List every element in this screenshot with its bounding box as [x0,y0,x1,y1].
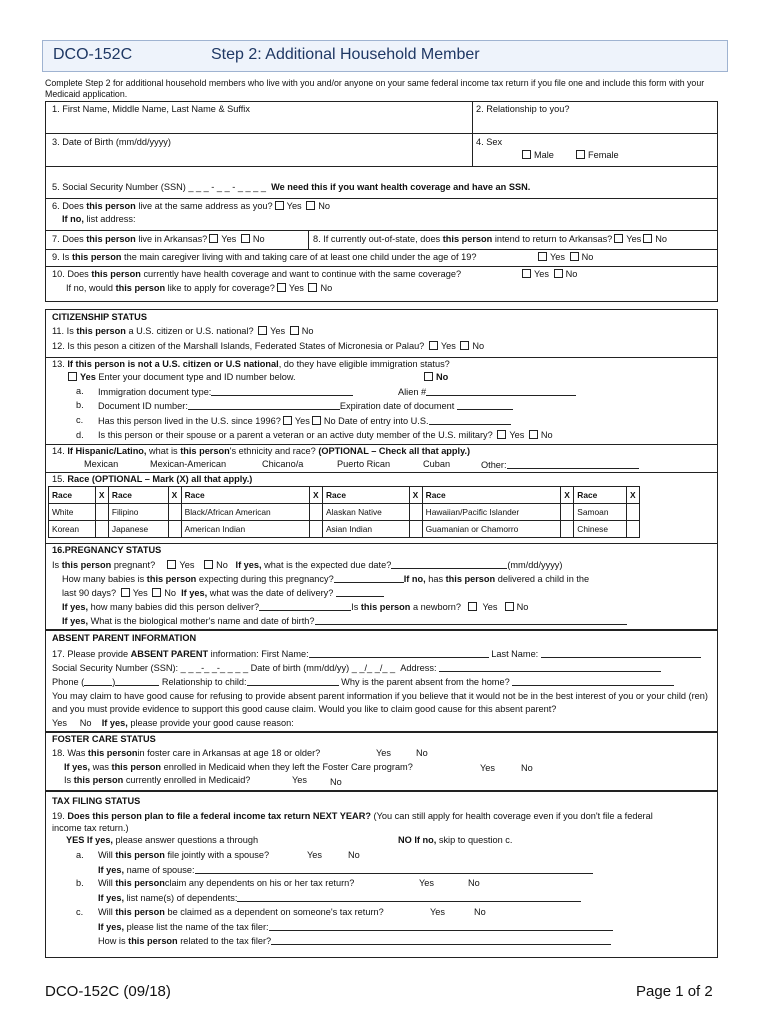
form-title: Step 2: Additional Household Member [211,46,480,63]
tax-filing-title: TAX FILING STATUS [52,796,141,806]
q12-row: 12. Is this peson a citizen of the Marshall Islands, Federated States of Micronesia or Palau? Yes No [52,341,485,351]
ethnicity-chicano[interactable]: Chicano/a [262,459,304,469]
q11-yes-checkbox[interactable] [258,326,267,335]
q6-yes-checkbox[interactable] [275,201,284,210]
q4-label: 4. Sex [476,137,503,147]
a5-row: Yes No If yes, please provide your good cause reason: [52,718,294,728]
f1-no[interactable]: No [416,748,428,758]
q6-address: If no, list address: [62,214,136,224]
q13-no-row: No [422,372,448,384]
race-mark-cell[interactable] [309,521,322,538]
ta-no[interactable]: No [348,850,360,860]
q7-yes-checkbox[interactable] [209,234,218,243]
p3-row: last 90 days? Yes No If yes, what was the date of delivery? [62,587,384,600]
q13c-no-checkbox[interactable] [312,416,321,425]
tc-no[interactable]: No [474,907,486,917]
male-checkbox[interactable] [522,150,531,159]
race-table [48,486,640,538]
q13d-yes-checkbox[interactable] [497,430,506,439]
absent-parent-title: ABSENT PARENT INFORMATION [52,633,197,643]
q9-row: 9. Is this person the main caregiver living with and taking care of at least one child under the age of 19? [52,252,477,262]
q9-yes-checkbox[interactable] [538,252,547,261]
ethnicity-mexican-american[interactable]: Mexican-American [150,459,227,469]
q10-yes-checkbox[interactable] [522,269,531,278]
footer-page-number: Page 1 of 2 [636,983,713,1000]
q13c-letter: c. [76,415,84,425]
female-label: Female [588,150,619,160]
tc3-row: How is this person related to the tax filer? [98,935,611,948]
a1-row: 17. Please provide ABSENT PARENT information: First Name: Last Name: [52,648,701,661]
q13c-row: Has this person lived in the U.S. since 1996? Yes No Date of entry into U.S. [98,415,511,428]
good-cause-no[interactable]: No [79,718,92,728]
a2-row: Social Security Number (SSN): _ _ _-_ _-_ _ _ _ Date of birth (mm/dd/yy) _ _/_ _/_ _ Address: [52,662,661,675]
race-mark-cell[interactable] [168,504,181,521]
tb-yes[interactable]: Yes [419,878,434,888]
q10-apply-row: If no, would this person like to apply for coverage? Yes No [66,283,333,293]
newborn-yes-checkbox[interactable] [468,602,477,611]
tb2-row: If yes, list name(s) of dependents: [98,892,581,905]
pregnant-no-checkbox[interactable] [204,560,213,569]
q13-yes-row: Yes Enter your document type and ID number below. [66,372,296,384]
ta2-row: If yes, name of spouse: [98,864,593,877]
newborn-no-checkbox[interactable] [505,602,514,611]
q5-row: 5. Social Security Number (SSN) _ _ _ - _ _ - _ _ _ _ We need this if you want health coverage and have an SSN. [52,182,531,192]
race-mark-cell[interactable] [627,504,640,521]
tc-yes[interactable]: Yes [430,907,445,917]
foster-care-title: FOSTER CARE STATUS [52,734,156,744]
t2-no-row: NO If no, skip to question c. [398,835,513,845]
t1-row: 19. Does this person plan to file a federal income tax return NEXT YEAR? (You can still apply for health coverage even if you don't file a federal income tax return.) [52,811,653,833]
alien-row: Alien # [398,386,576,399]
citizenship-title: CITIZENSHIP STATUS [52,312,147,322]
q13d-letter: d. [76,430,84,440]
q3-label: 3. Date of Birth (mm/dd/yyyy) [52,137,171,147]
race-mark-cell[interactable] [561,504,574,521]
delivered-no-checkbox[interactable] [152,588,161,597]
q15-row: 15. Race (OPTIONAL – Mark (X) all that apply.) [52,474,253,484]
q8-yes-checkbox[interactable] [614,234,623,243]
f2-row: If yes, was this person enrolled in Medicaid when they left the Foster Care program? [64,762,413,772]
ethnicity-cuban[interactable]: Cuban [423,459,451,469]
q12-yes-checkbox[interactable] [429,341,438,350]
race-mark-cell[interactable] [409,521,422,538]
q13-no-checkbox[interactable] [424,372,433,381]
race-row: Korean Japanese American Indian Asian Indian Guamanian or Chamorro Chinese [49,521,640,538]
ethnicity-mexican[interactable]: Mexican [84,459,119,469]
q10-apply-no-checkbox[interactable] [308,283,317,292]
q13d-row: Is this person or their spouse or a parent a veteran or an active duty member of the U.S. military? Yes No [98,430,553,440]
q13b-row: Document ID number: Expiration date of document [98,400,513,413]
ta-letter: a. [76,850,84,860]
tb-no[interactable]: No [468,878,480,888]
good-cause-text: You may claim to have good cause for refusing to provide absent parent information if you believe that it would not be in the best interest of you or your child (ren) and you must provide evidence to support this good cause claim. Would you like to claim good cause for this absent parent? [52,691,708,714]
f3-row: Is this person currently enrolled in Medicaid? [64,775,251,785]
ta1-row: Will this person file jointly with a spouse? [98,850,270,860]
f1-yes[interactable]: Yes [376,748,391,758]
q13-row: 13. If this person is not a U.S. citizen or U.S national, do they have eligible immigration status? [52,359,450,369]
pregnancy-title: 16.PREGNANCY STATUS [52,545,162,555]
footer-form-number: DCO-152C (09/18) [45,983,171,1000]
q1-label: 1. First Name, Middle Name, Last Name & Suffix [52,104,250,114]
q13d-no-checkbox[interactable] [529,430,538,439]
male-label: Male [534,150,554,160]
ethnicity-puerto-rican[interactable]: Puerto Rican [337,459,391,469]
f3-no[interactable]: No [330,777,342,787]
race-mark-cell[interactable] [95,504,108,521]
race-mark-cell[interactable] [561,521,574,538]
ta-yes[interactable]: Yes [307,850,322,860]
race-header-row: Race X Race X Race X Race X Race X Race X [49,487,640,504]
tc-letter: c. [76,907,84,917]
q13c-yes-checkbox[interactable] [283,416,292,425]
q11-row: 11. Is this person a U.S. citizen or U.S. national? Yes No [52,326,314,336]
q9-no-checkbox[interactable] [570,252,579,261]
form-header [42,40,728,72]
q8-row: 8. If currently out-of-state, does this person intend to return to Arkansas? Yes No [313,234,668,244]
race-row: White Filipino Black/African American Alaskan Native Hawaiian/Pacific Islander Samoan [49,504,640,521]
a3-row: Phone ( ) Relationship to child: Why is the parent absent from the home? [52,676,674,689]
race-mark-cell[interactable] [409,504,422,521]
p5-row: If yes, What is the biological mother's name and date of birth? [62,615,627,628]
q7-no-checkbox[interactable] [241,234,250,243]
q10-row: 10. Does this person currently have health coverage and want to continue with the same coverage? [52,269,462,279]
q13b-letter: b. [76,400,84,410]
q12-no-checkbox[interactable] [460,341,469,350]
p1-row: Is this person pregnant? Yes No If yes, what is the expected due date? (mm/dd/yyyy) [52,560,563,570]
tb1-row: Will this personclaim any dependents on his or her tax return? [98,878,355,888]
tb-letter: b. [76,878,84,888]
race-mark-cell[interactable] [627,521,640,538]
q13a-letter: a. [76,386,84,396]
form-number: DCO-152C [53,46,133,63]
tc2-row: If yes, please list the name of the tax filer: [98,921,613,934]
p4-row: If yes, how many babies did this person deliver? Is this person a newborn? Yes No [62,602,529,612]
q11-no-checkbox[interactable] [290,326,299,335]
good-cause-yes[interactable]: Yes [52,718,67,728]
t2-yes-row: YES If yes, please answer questions a through [66,835,259,845]
q14-row: 14. If Hispanic/Latino, what is this person's ethnicity and race? (OPTIONAL – Check all that apply.) [52,446,471,456]
pregnant-yes-checkbox[interactable] [167,560,176,569]
q6-row: 6. Does this person live at the same address as you? Yes No [52,201,330,211]
race-mark-cell[interactable] [168,521,181,538]
q13-yes-checkbox[interactable] [68,372,77,381]
q8-no-checkbox[interactable] [643,234,652,243]
q10-no-checkbox[interactable] [554,269,563,278]
q6-no-checkbox[interactable] [306,201,315,210]
q13a-row: Immigration document type: [98,386,353,399]
form-page: DCO-152C Step 2: Additional Household Member Complete Step 2 for additional household members who live with you and/or anyone on your same federal income tax return if you file one and include this form with your Medicaid application. 1. First Name, Middle Name, Last Name & Suffix 2. Relationship to you? 3. Date of Birth (mm/dd/yyyy) 4. Sex Male Female 5. Social Security Number (SSN) _ _ _ - _ _ - _ _ _ _ We need this if you want health coverage and have an SSN. 6. Does this person live at the same address as you? Yes No If no, list address: 7. Does this person live in Arkansas? Yes No 8. If currently out-of-state, does this person intend to return to Arkansas? Yes No 9. Is this person the main caregiver living with and taking care of at least one child under the age of 19? Yes No 10. Does this person currently have health coverage and want to continue with the same coverage? Yes No If no, would this person like to apply for coverage? Yes No CITIZENSHIP STATUS 11. Is this person a U.S. citizen or U.S. national? Yes No 12. Is this peson a citizen of the Marshall Islands, Federated States of Micronesia or Palau? Yes No 13. If this person is not a U.S. citizen or U.S national, do they have eligible immigration status? Yes Enter your document type and ID number below. No a. Immigration document type: Alien # b. Document ID number: Expiration date of document c. Has this person lived in the U.S. since 1996? Yes No Date of entry into U.S. d. Is this person or their spouse or a parent a veteran or an active duty member of the U.S. military? Yes No 14. If Hispanic/Latino, what is this person's ethnicity and race? (OPTIONAL – Check all that apply.) Mexican Mexican-American Chicano/a Puerto Rican Cuban Other: 15. Race (OPTIONAL – Mark (X) all that apply.) Race X Race X Race X Race X Race X Race X White Filipino Black/African American Alaskan Native Hawaiian/Pacific Islander Samoan Korean Japanese American Indian Asian Indian Guamanian or Chamorro Chinese 16.PREGNANCY STATUS Is this person pregnant? Yes No If yes, what is the expected due date? (mm/dd/yyyy) How many babies is this person expecting during this pregnancy? If no, has this person delivered a child in the last 90 days? Yes No If yes, what was the date of delivery? If yes, how many babies did this person deliver? Is this person a newborn? Yes No If yes, What is the biological mother's name and date of birth? ABSENT PARENT INFORMATION 17. Please provide ABSENT PARENT information: First Name: Last Name: Social Security Number (SSN): _ _ _-_ _-_ _ _ _ Date of birth (mm/dd/yy) _ _/_ _/_ _ Address: Phone ( ) Relationship to child: Why is the parent absent from the home? You may claim to have good cause for refusing to provide absent parent information if you believe that it would not be in the best interest of you or your child (ren) and you must provide evidence to support this good cause claim. Would you like to claim good cause for this absent parent? Yes No If yes, please provide your good cause reason: FOSTER CARE STATUS 18. Was this personin foster care in Arkansas at age 18 or older? Yes No If yes, was this person enrolled in Medicaid when they left the Foster Care program? Yes No Is this person currently enrolled in Medicaid? Yes No TAX FILING STATUS 19. Does this person plan to file a federal income tax return NEXT YEAR? (You can still apply for health coverage even if you don't file a federal income tax return.) YES If yes, please answer questions a through NO If no, skip to question c. a. Will this person file jointly with a spouse? Yes No If yes, name of spouse: b. Will this personclaim any dependents on his or her tax return? Yes No If yes, list name(s) of dependents: c. Will this person be claimed as a dependent on someone's tax return? Yes No If yes, please list the name of the tax filer: How is this person related to the tax filer? DCO-152C (09/18) Page 1 of 2 [0,0,770,1024]
race-mark-cell[interactable] [309,504,322,521]
race-mark-cell[interactable] [95,521,108,538]
f1-row: 18. Was this personin foster care in Arkansas at age 18 or older? [52,748,321,758]
f2-no[interactable]: No [521,763,533,773]
delivered-yes-checkbox[interactable] [121,588,130,597]
intro-text: Complete Step 2 for additional household members who live with you and/or anyone on your same federal income tax return if you file one and include this form with your Medicaid application. [45,78,705,99]
q7-row: 7. Does this person live in Arkansas? Yes No [52,234,265,244]
f3-yes[interactable]: Yes [292,775,307,785]
tc1-row: Will this person be claimed as a dependent on someone's tax return? [98,907,384,917]
p2-row: How many babies is this person expecting during this pregnancy? If no, has this person delivered a child in the [62,574,590,584]
female-checkbox[interactable] [576,150,585,159]
q10-apply-yes-checkbox[interactable] [277,283,286,292]
q2-label: 2. Relationship to you? [476,104,570,114]
f2-yes[interactable]: Yes [480,763,495,773]
ethnicity-other[interactable]: Other: [481,459,639,472]
